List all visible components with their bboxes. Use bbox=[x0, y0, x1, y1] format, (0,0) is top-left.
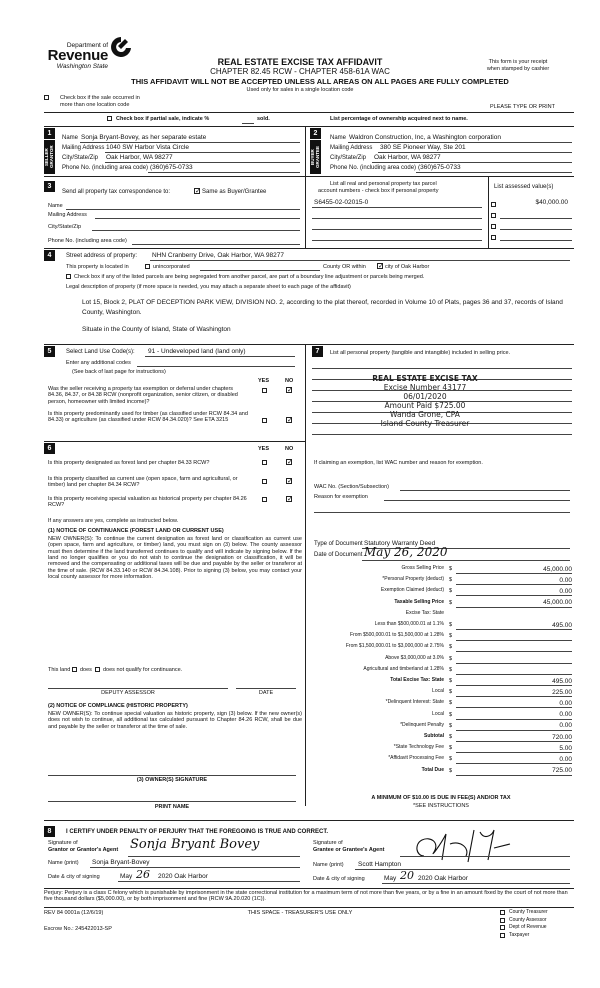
s6-q2-yes[interactable] bbox=[262, 479, 267, 484]
calc-row-label: Less than $500,000.01 at 1.1% bbox=[374, 621, 444, 627]
calc-row-dollar: $ bbox=[449, 734, 453, 740]
unincorporated-label: unincorporated bbox=[153, 264, 190, 270]
same-as-buyer-checkbox[interactable]: ✓ bbox=[195, 188, 201, 195]
see-instructions: *SEE INSTRUCTIONS bbox=[413, 803, 469, 809]
calc-row-dollar: $ bbox=[449, 644, 453, 651]
calc-row-line bbox=[456, 651, 572, 652]
grantee-date-label: Date & city of signing bbox=[313, 876, 365, 882]
calc-row-dollar: $ bbox=[449, 566, 453, 572]
legal-description: Lot 15, Block 2, PLAT OF DECEPTION PARK VIEW, DIVISION NO. 2, according to the plat thereof, recorded in Volume 10 of Plats, pages 36 and 37, records of Island County, Washington. bbox=[82, 299, 563, 317]
form-number: REV 84 0001a (12/6/19) bbox=[44, 910, 104, 916]
parcels-header-1: List all real and personal property tax parcel bbox=[330, 181, 437, 187]
calc-row-value: 0.00 bbox=[559, 755, 572, 763]
does-label: does bbox=[80, 667, 92, 673]
doc-date-label: Date of Document bbox=[314, 552, 363, 558]
additional-codes-label: Enter any additional codes bbox=[66, 360, 131, 366]
grantee-sig-label-1: Signature of bbox=[313, 840, 343, 846]
see-back-label: (See back of last page for instructions) bbox=[72, 369, 166, 375]
calc-row-label: Local bbox=[432, 710, 444, 717]
within-city-checkbox[interactable]: ✓ bbox=[378, 263, 384, 270]
perjury-note: Perjury: Perjury is a class C felony which is punishable by imprisonment in the state correctional institution for a maximum term of not more than five years, or by a fine in an amount fixed by the court of not more than five thousand dollars ($5,000.00), or by both imprisonment and fine (RCW 9A.20.020 (1C)). bbox=[44, 890, 568, 903]
print-name-label: PRINT NAME bbox=[154, 804, 190, 810]
seller-name-label: Name bbox=[62, 135, 79, 141]
calc-row-label: From $500,000.01 to $1,500,000 at 1.28% bbox=[350, 632, 444, 639]
calc-row-label: Taxable Selling Price bbox=[394, 598, 444, 605]
grantee-date-day: 20 bbox=[400, 869, 414, 882]
calc-row-dollar: $ bbox=[449, 577, 453, 584]
s5-q1: Was the seller receiving a property tax exemption or deferral under chapters 84.36, 84.37, or 84.38 RCW (nonprofit organization, senior citizen, or disabled person, homeowner with limited income)? bbox=[48, 386, 238, 405]
minimum-note: A MINIMUM OF $10.00 IS DUE IN FEE(S) AND/OR TAX bbox=[371, 795, 511, 801]
calc-row-value: 495.00 bbox=[552, 621, 572, 629]
calc-row-line bbox=[456, 730, 572, 731]
copy-checkbox[interactable] bbox=[500, 910, 505, 915]
does-not-checkbox[interactable] bbox=[95, 667, 100, 672]
street-label: Street address of property: bbox=[66, 253, 138, 259]
grantee-date-month: May bbox=[384, 875, 397, 882]
s6-no-header: NO bbox=[285, 446, 294, 452]
stamp-line-5: Wanda Grone, CPA bbox=[390, 410, 460, 419]
grantee-signature bbox=[410, 826, 520, 864]
calc-row-value: 5.00 bbox=[559, 744, 572, 752]
calc-row-line bbox=[456, 775, 572, 776]
grantor-date-label: Date & city of signing bbox=[48, 874, 100, 880]
s3-phone-label: Phone No. (including area code) bbox=[48, 238, 127, 244]
land-use-code: 91 - Undeveloped land (land only) bbox=[148, 348, 246, 355]
dept-line3: Washington State bbox=[56, 63, 108, 70]
form-subtitle: CHAPTER 82.45 RCW - CHAPTER 458-61A WAC bbox=[210, 67, 390, 76]
calc-row-value: 45,000.00 bbox=[543, 565, 572, 573]
calc-row-line bbox=[456, 763, 572, 764]
calc-row-label: Gross Selling Price bbox=[401, 565, 444, 571]
calc-row-dollar: $ bbox=[449, 666, 453, 673]
send-correspondence-label: Send all property tax correspondence to: bbox=[62, 189, 171, 195]
copy-checkbox[interactable] bbox=[500, 925, 505, 930]
section-1-number: 1 bbox=[44, 128, 55, 139]
stamp-line-4: Amount Paid $725.00 bbox=[384, 401, 466, 410]
s5-q1-yes[interactable] bbox=[262, 388, 267, 393]
calc-row-label: *Delinquent Penalty bbox=[400, 721, 444, 728]
calc-row-label: *Personal Property (deduct) bbox=[382, 576, 444, 583]
notice2-title: (2) NOTICE OF COMPLIANCE (HISTORIC PROPERTY) bbox=[48, 703, 188, 709]
parcel-4-personal-checkbox[interactable] bbox=[491, 235, 496, 240]
seller-side-label: SELLER GRANTOR bbox=[44, 140, 55, 174]
calc-row-dollar: $ bbox=[449, 689, 453, 696]
calc-row-value: 0.00 bbox=[559, 711, 572, 719]
calc-row-dollar: $ bbox=[449, 767, 453, 774]
grantor-date-month: May bbox=[120, 873, 133, 880]
doc-type: Statutory Warranty Deed bbox=[364, 540, 436, 547]
calc-row-dollar: $ bbox=[449, 622, 453, 628]
this-land-label: This land bbox=[48, 667, 71, 673]
copy-label: Dept of Revenue bbox=[509, 924, 547, 930]
s5-no-header: NO bbox=[285, 378, 294, 384]
receipt-note-1: This form is your receipt bbox=[488, 59, 548, 65]
calc-row-dollar: $ bbox=[449, 711, 453, 718]
calc-row-value: 0.00 bbox=[559, 576, 572, 584]
calc-row-label: Subtotal bbox=[424, 733, 444, 739]
street-address: NHN Cranberry Drive, Oak Harbor, WA 98277 bbox=[152, 252, 284, 259]
calc-row-line bbox=[456, 629, 572, 630]
dept-line1: Department of bbox=[66, 42, 108, 49]
seller-phone: (360)675-0733 bbox=[150, 164, 193, 171]
calc-row-line bbox=[456, 674, 572, 675]
calc-row-line bbox=[456, 707, 572, 708]
section-8-number: 8 bbox=[44, 826, 55, 837]
calc-row-value: 0.00 bbox=[559, 587, 572, 595]
list-percentage-label: List percentage of ownership acquired next to name. bbox=[330, 116, 468, 122]
multi-location-label-2: more than one location code bbox=[60, 102, 130, 108]
receipt-note-2: when stamped by cashier bbox=[486, 66, 550, 72]
calc-row-value: 0.00 bbox=[559, 722, 572, 730]
section-7-number: 7 bbox=[312, 346, 323, 357]
multi-location-label-1: Check box if the sale occurred in bbox=[60, 95, 140, 101]
seller-city-label: City/State/Zip bbox=[62, 155, 99, 161]
calc-row-dollar: $ bbox=[449, 700, 453, 707]
calc-row-dollar: $ bbox=[449, 722, 453, 729]
section-5-number: 5 bbox=[44, 346, 55, 357]
certify-statement: I CERTIFY UNDER PENALTY OF PERJURY THAT THE FOREGOING IS TRUE AND CORRECT. bbox=[66, 829, 329, 835]
segregated-label: Check box if any of the listed parcels are being segregated from another parcel, are part of a boundary line adjustment or parcels being merged. bbox=[74, 274, 425, 280]
s6-q1: Is this property designated as forest land per chapter 84.33 RCW? bbox=[48, 460, 210, 466]
grantor-name-label: Name (print) bbox=[48, 860, 79, 866]
grantor-date-rest: 2020 Oak Harbor bbox=[158, 873, 208, 880]
stamp-line-2: Excise Number 43177 bbox=[383, 383, 467, 392]
deputy-assessor-label: DEPUTY ASSESSOR bbox=[101, 690, 155, 696]
dor-logo-icon bbox=[110, 36, 132, 60]
located-in-label: This property is located in bbox=[66, 264, 129, 270]
partial-sale-label: Check box if partial sale, indicate % bbox=[116, 116, 210, 122]
grantor-sig-label-1: Signature of bbox=[48, 840, 78, 846]
s5-q1-no[interactable]: ✓ bbox=[287, 387, 293, 394]
s5-q2-yes[interactable] bbox=[262, 418, 267, 423]
calc-row-line bbox=[456, 663, 572, 664]
multi-location-checkbox[interactable] bbox=[44, 95, 49, 100]
deputy-date-label: DATE bbox=[258, 690, 274, 696]
notice1-body: NEW OWNER(S): To continue the current designation as forest land or classification as current use (open space, farm and agriculture, or timber) land, you must sign on (3) below. The county assessor must then determine if the land transferred continues to qualify and will indicate by signing below. If the land no longer qualifies or you do not wish to continue the designation or classification, it will be removed and the compensating or additional taxes will be due and payable by the seller or transferor at the time of sale. (RCW 84.33.140 or RCW 84.34.108). Prior to signing (3) below, you may contact your local county assessor for more information. bbox=[48, 536, 302, 580]
s5-q2: Is this property predominantly used for timber (as classified under RCW 84.34 and 84.33) or agriculture (as classified under RCW 84.34.020)? See ETA 3215 bbox=[48, 411, 248, 424]
unincorporated-checkbox[interactable] bbox=[145, 264, 150, 269]
calc-row-line bbox=[456, 573, 572, 574]
s6-q2: Is this property classified as current use (open space, farm and agricultural, or timber) land per chapter 84.34 RCW? bbox=[48, 476, 238, 489]
buyer-addr: 380 SE Pioneer Way, Ste 201 bbox=[380, 144, 466, 151]
land-use-label: Select Land Use Code(s): bbox=[66, 349, 135, 355]
notice2-body: NEW OWNER(S): To continue special valuation as historic property, sign (3) below. If the new owner(s) does not wish to continue, all additional tax calculated pursuant to Chapter 84.26 RCW, shall be due and payable by the seller or transferor at the time of sale. bbox=[48, 711, 302, 730]
calc-row-dollar: $ bbox=[449, 756, 453, 763]
calc-row-value: 0.00 bbox=[559, 699, 572, 707]
seller-city: Oak Harbor, WA 98277 bbox=[106, 154, 173, 161]
same-as-buyer-label: Same as Buyer/Grantee bbox=[202, 189, 267, 195]
sold-label: sold. bbox=[257, 116, 270, 122]
exemption-label: If claiming an exemption, list WAC number and reason for exemption. bbox=[314, 460, 483, 466]
s6-q1-yes[interactable] bbox=[262, 460, 267, 465]
seller-addr: 1040 SW Harbor Vista Circle bbox=[106, 144, 189, 151]
wac-label: WAC No. (Section/Subsection) bbox=[314, 484, 389, 490]
section-2-number: 2 bbox=[310, 128, 321, 139]
s3-name-label: Name bbox=[48, 203, 63, 209]
parcel-number: S6455-02-02015-0 bbox=[314, 199, 369, 206]
assessed-header: List assessed value(s) bbox=[494, 184, 554, 190]
calc-row-dollar: $ bbox=[449, 745, 453, 752]
grantee-date-rest: 2020 Oak Harbor bbox=[418, 875, 468, 882]
parcel-3-personal-checkbox[interactable] bbox=[491, 224, 496, 229]
partial-sale-checkbox[interactable] bbox=[107, 116, 112, 121]
parcel-2-personal-checkbox[interactable] bbox=[491, 213, 496, 218]
calc-row-line bbox=[456, 640, 572, 641]
buyer-city-label: City/State/Zip bbox=[330, 155, 367, 161]
calc-row-dollar: $ bbox=[449, 655, 453, 662]
copy-checkbox[interactable] bbox=[500, 918, 505, 923]
doc-type-label: Type of Document bbox=[314, 541, 363, 547]
buyer-phone: (360)675-0733 bbox=[418, 164, 461, 171]
please-type: PLEASE TYPE OR PRINT bbox=[490, 104, 556, 110]
calc-row-value: 720.00 bbox=[552, 733, 572, 741]
city-of-label: city of Oak Harbor bbox=[385, 264, 430, 270]
s5-q2-no[interactable]: ✓ bbox=[287, 417, 293, 424]
copy-label: County Assessor bbox=[509, 916, 547, 923]
dept-line2: Revenue bbox=[47, 47, 108, 64]
s6-q3-no[interactable]: ✓ bbox=[287, 496, 293, 503]
buyer-city: Oak Harbor, WA 98277 bbox=[374, 154, 441, 161]
dor-logo bbox=[28, 34, 133, 74]
calc-row-label: Exemption Claimed (deduct) bbox=[380, 587, 444, 594]
assessed-value: $40,000.00 bbox=[535, 199, 568, 206]
parcels-header-2: account numbers - check box if personal property bbox=[318, 188, 439, 194]
stamp-line-1: REAL ESTATE EXCISE TAX bbox=[372, 374, 478, 383]
calc-row-line bbox=[456, 607, 572, 608]
buyer-name: Waldron Construction, Inc, a Washington corporation bbox=[349, 134, 501, 141]
grantee-sig-label-2: Grantee or Grantee's Agent bbox=[313, 847, 385, 853]
calc-row-line bbox=[456, 741, 572, 742]
county-or-within-label: County OR within bbox=[323, 264, 366, 270]
form-title: REAL ESTATE EXCISE TAX AFFIDAVIT bbox=[217, 57, 383, 67]
grantee-name: Scott Hampton bbox=[358, 861, 401, 868]
grantor-name: Sonja Bryant-Bovey bbox=[92, 859, 150, 866]
calc-row-line bbox=[456, 696, 572, 697]
s5-yes-header: YES bbox=[258, 378, 270, 384]
calc-row-line bbox=[456, 685, 572, 686]
treasurer-stamp bbox=[345, 374, 505, 428]
calc-row-line bbox=[456, 584, 572, 585]
calc-row-label: From $1,500,000.01 to $3,000,000 at 2.75% bbox=[345, 643, 444, 650]
stamp-line-6: Island County Treasurer bbox=[380, 419, 470, 428]
calc-row-dollar: $ bbox=[449, 599, 453, 606]
segregated-checkbox[interactable] bbox=[66, 274, 71, 279]
calc-row-label: Total Excise Tax: State bbox=[390, 677, 444, 683]
owner-signature-label: (3) OWNER(S) SIGNATURE bbox=[136, 777, 208, 783]
section-6-number: 6 bbox=[44, 443, 55, 454]
seller-phone-label: Phone No. (including area code) bbox=[62, 165, 149, 171]
form-warning: THIS AFFIDAVIT WILL NOT BE ACCEPTED UNLESS ALL AREAS ON ALL PAGES ARE FULLY COMPLETED bbox=[131, 77, 509, 86]
calc-row-label: Above $3,000,000 at 3.0% bbox=[385, 654, 444, 661]
treasurer-space: THIS SPACE - TREASURER'S USE ONLY bbox=[247, 910, 353, 916]
escrow-number: Escrow No.: 245422013-SP bbox=[44, 926, 112, 932]
buyer-phone-label: Phone No. (including area code) bbox=[330, 165, 417, 171]
seller-addr-label: Mailing Address bbox=[62, 145, 105, 151]
calc-row-label: *State Technology Fee bbox=[393, 744, 444, 751]
calc-row-line bbox=[456, 719, 572, 720]
s6-q1-no[interactable]: ✓ bbox=[287, 459, 293, 466]
situate-line: Situate in the County of Island, State of Washington bbox=[82, 326, 231, 333]
s6-q3: Is this property receiving special valuation as historical property per chapter 84.26 RCW? bbox=[48, 496, 247, 509]
seller-name: Sonja Bryant-Bovey, as her separate estate bbox=[81, 134, 207, 141]
calc-row-label: Total Due bbox=[421, 766, 444, 773]
does-checkbox[interactable] bbox=[72, 667, 77, 672]
grantor-sig-label-2: Grantor or Grantor's Agent bbox=[48, 847, 119, 853]
calc-row-dollar: $ bbox=[449, 588, 453, 595]
copy-checkbox[interactable] bbox=[500, 933, 505, 938]
personal-property-label: List all personal property (tangible and intangible) included in selling price. bbox=[330, 350, 511, 356]
calc-row-dollar: $ bbox=[449, 633, 453, 640]
s6-q2-no[interactable]: ✓ bbox=[287, 478, 293, 485]
buyer-name-label: Name bbox=[330, 135, 347, 141]
parcel-1-personal-checkbox[interactable] bbox=[491, 202, 496, 207]
copy-label: County Treasurer bbox=[509, 909, 548, 915]
s3-city-label: City/State/Zip bbox=[48, 224, 82, 230]
section-4-number: 4 bbox=[44, 250, 55, 261]
calc-row-label: Local bbox=[432, 688, 444, 695]
calc-row-dollar: $ bbox=[449, 678, 453, 684]
calc-row-label: *Delinquent Interest: State bbox=[385, 699, 444, 706]
doc-date: May 26, 2020 bbox=[364, 545, 448, 559]
calc-row-value: 225.00 bbox=[552, 688, 572, 696]
calc-row-line bbox=[456, 752, 572, 753]
legal-label: Legal description of property (if more space is needed, you may attach a separate sheet to each page of the affidavit) bbox=[66, 284, 351, 290]
notice1-title: (1) NOTICE OF CONTINUANCE (FOREST LAND OR CURRENT USE) bbox=[48, 528, 224, 534]
calc-row-line bbox=[456, 595, 572, 596]
does-not-label: does not qualify for continuance. bbox=[103, 667, 183, 673]
grantor-date-day: 26 bbox=[136, 868, 150, 881]
s6-q3-yes[interactable] bbox=[262, 497, 267, 502]
stamp-line-3: 06/01/2020 bbox=[403, 392, 447, 401]
reason-label: Reason for exemption bbox=[314, 494, 368, 500]
grantee-name-label: Name (print) bbox=[313, 862, 344, 868]
buyer-addr-label: Mailing Address bbox=[330, 145, 373, 151]
buyer-side-label: BUYER GRANTEE bbox=[310, 140, 321, 174]
calc-row-value: 45,000.00 bbox=[543, 599, 572, 607]
calc-row-value: 725.00 bbox=[552, 767, 572, 775]
use-note: Used only for sales in a single location code bbox=[246, 87, 354, 93]
copy-label: Taxpayer bbox=[509, 931, 530, 938]
calc-row-label: *Affidavit Processing Fee bbox=[388, 755, 444, 762]
calc-row-label: Agricultural and timberland at 1.28% bbox=[363, 665, 444, 672]
s3-addr-label: Mailing Address bbox=[48, 212, 87, 218]
calc-row-value: 495.00 bbox=[552, 677, 572, 685]
grantor-signature: Sonja Bryant Bovey bbox=[130, 837, 260, 852]
s6-yes-header: YES bbox=[258, 446, 270, 452]
section-3-number: 3 bbox=[44, 181, 55, 192]
if-yes-note: If any answers are yes, complete as instructed below. bbox=[48, 518, 179, 524]
calc-row-label: Excise Tax: State bbox=[405, 609, 444, 616]
